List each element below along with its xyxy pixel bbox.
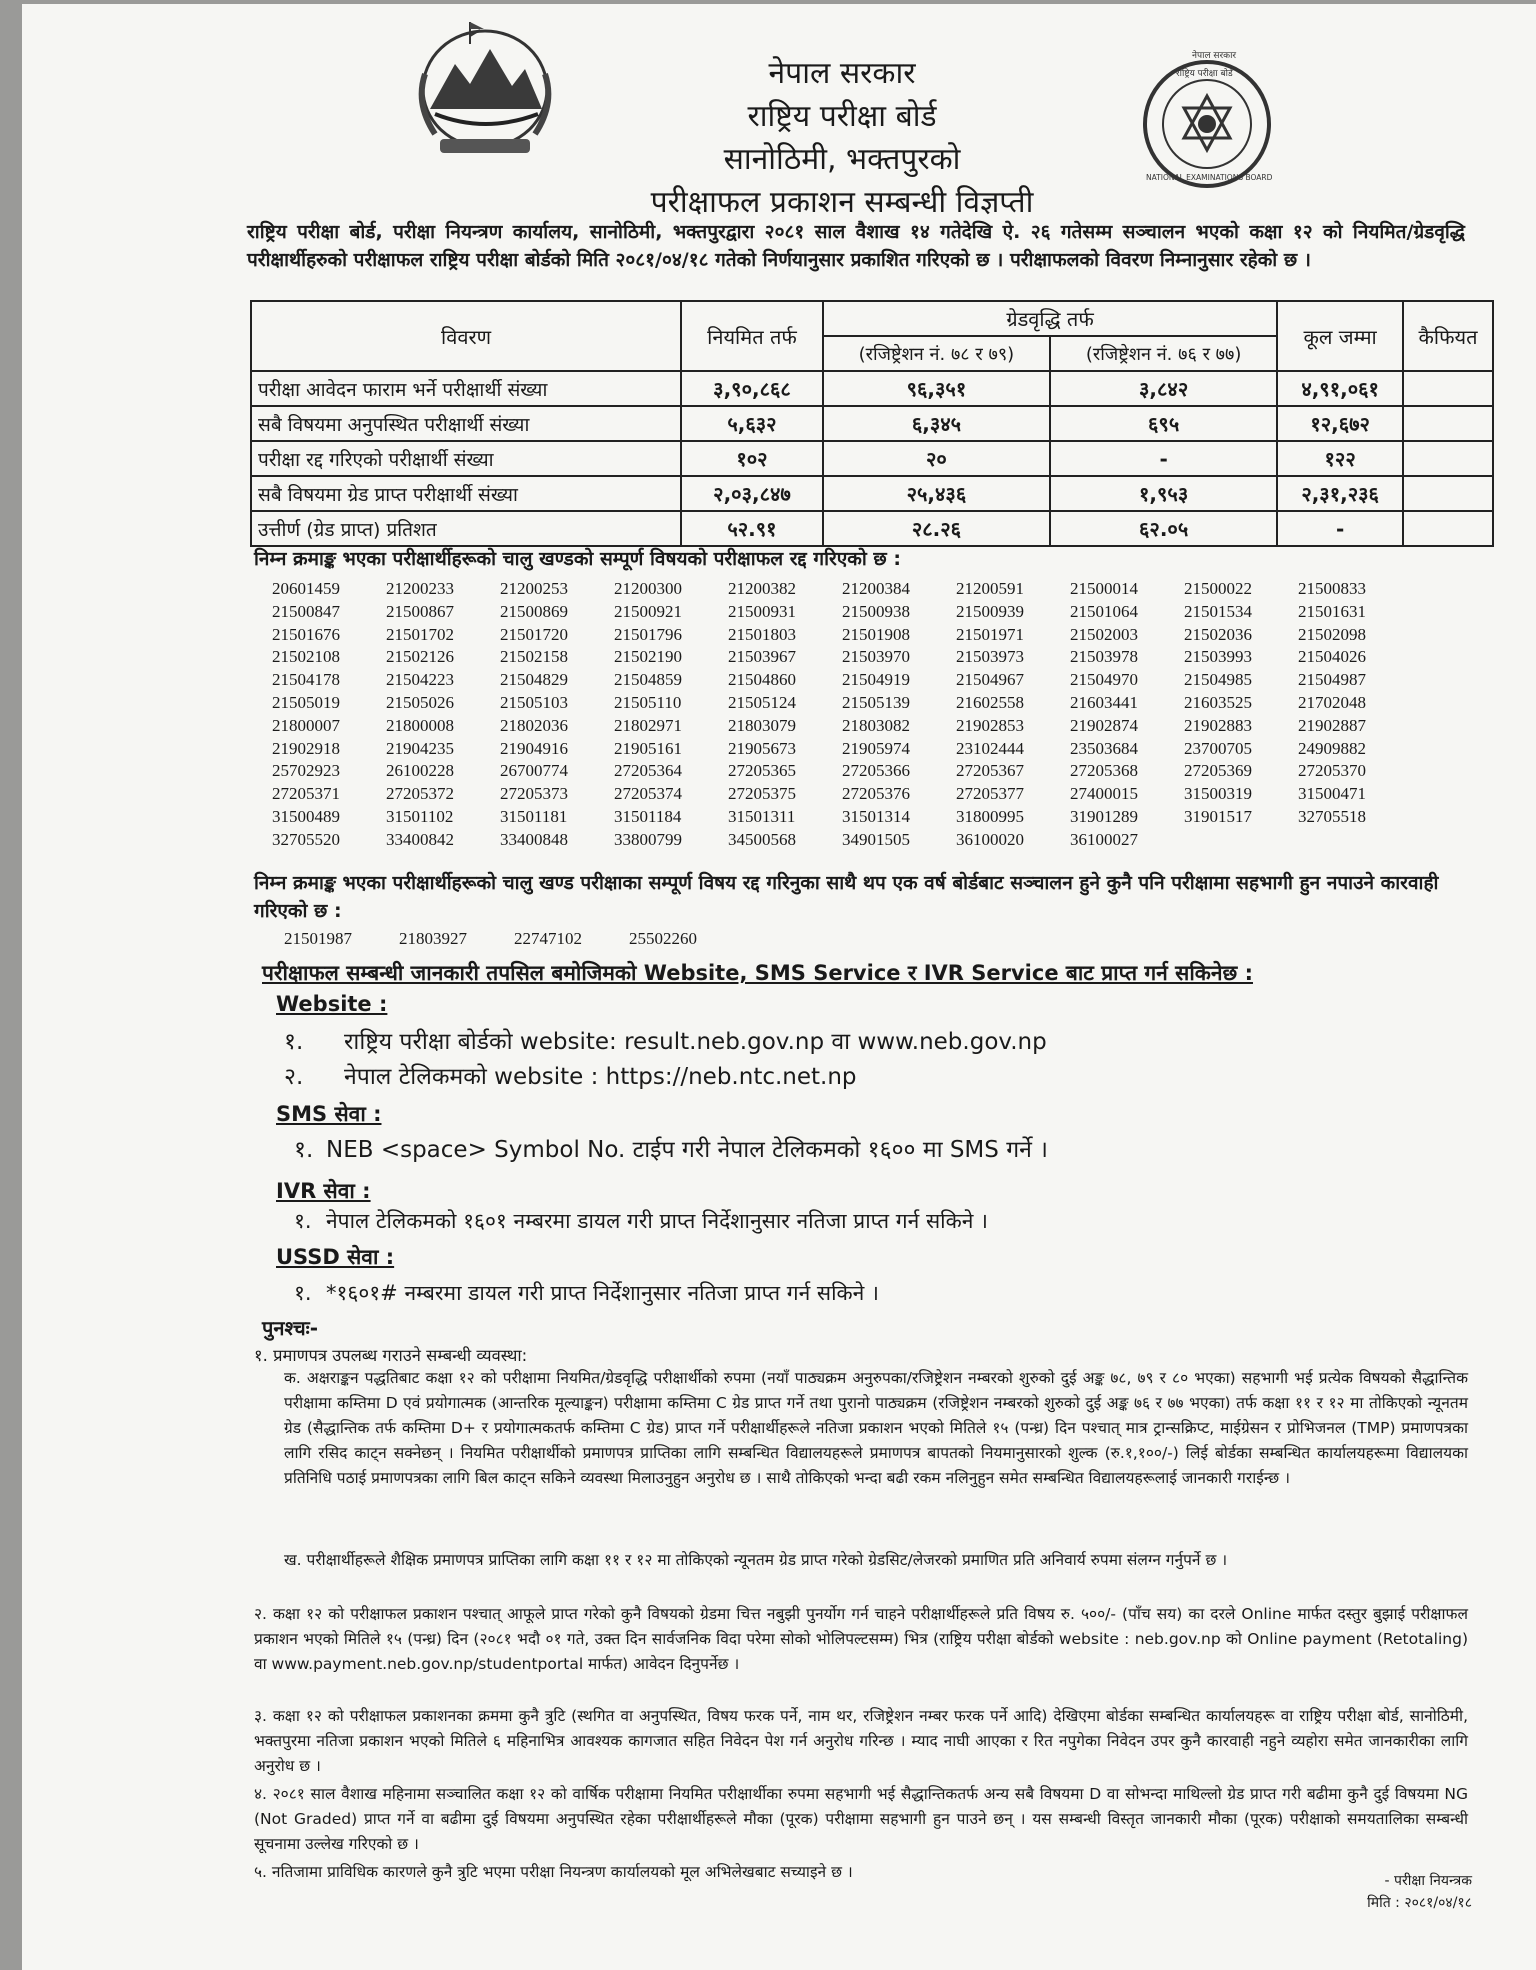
cancelled-symbol-number: 21502098 xyxy=(1298,624,1366,644)
cancelled-symbol-number: 21603441 xyxy=(1070,692,1138,712)
cancelled-symbol-number: 31500471 xyxy=(1298,784,1366,804)
item-number: २. xyxy=(284,1064,304,1090)
cancelled-symbol-number: 21200382 xyxy=(728,579,796,598)
cancelled-symbol-number: 27205372 xyxy=(386,784,454,804)
cancelled-symbol-number: 31901517 xyxy=(1184,806,1252,826)
cancelled-symbol-number: 21800007 xyxy=(272,715,340,735)
cancelled-symbol-number: 21200253 xyxy=(500,579,568,598)
col-header-grade-increment: ग्रेडवृद्धि तर्फ xyxy=(823,301,1277,336)
cancelled-symbol-number: 21502036 xyxy=(1184,624,1252,644)
cell-regular: ३,९०,८६८ xyxy=(681,371,823,406)
cancelled-symbol-number: 21702048 xyxy=(1298,692,1366,712)
sms-item xyxy=(294,1132,1048,1164)
cancelled-symbol-number: 32705520 xyxy=(272,829,340,849)
banned-symbol-number: 25502260 xyxy=(629,929,697,948)
cancelled-symbol-number: 21501702 xyxy=(386,624,454,644)
cell-regular: २,०३,८४७ xyxy=(681,476,823,511)
cell-remarks xyxy=(1403,441,1493,476)
cancelled-symbol-number: 27205369 xyxy=(1184,761,1252,781)
cancelled-symbol-number: 32705518 xyxy=(1298,806,1366,826)
cancelled-symbol-number: 27205377 xyxy=(956,784,1024,804)
header-board: राष्ट्रिय परीक्षा बोर्ड xyxy=(747,99,937,134)
header-location: सानोठिमी, भक्तपुरको xyxy=(723,142,961,177)
page-title: परीक्षाफल प्रकाशन सम्बन्धी विज्ञप्ती xyxy=(650,185,1034,220)
table-header-row xyxy=(251,301,1493,336)
ivr-label: IVR सेवा : xyxy=(276,1179,371,1203)
cell-reg-78-79: २० xyxy=(823,441,1050,476)
cancelled-symbol-number: 21500869 xyxy=(500,601,568,621)
website-item-neb xyxy=(284,1024,1047,1056)
cancelled-symbol-number: 21602558 xyxy=(956,692,1024,712)
item-text: नेपाल टेलिकमको १६०१ नम्बरमा डायल गरी प्राप्त निर्देशानुसार नतिजा प्राप्त गर्न सकिने । xyxy=(326,1209,988,1233)
item-number: १. xyxy=(294,1209,312,1233)
cancelled-symbol-number: 21504987 xyxy=(1298,670,1366,690)
cancelled-symbol-number: 31500489 xyxy=(272,806,340,826)
cancelled-symbol-number: 27205376 xyxy=(842,784,910,804)
cancelled-symbol-number: 21501908 xyxy=(842,624,910,644)
cancelled-symbol-number: 31501184 xyxy=(614,806,682,826)
banned-symbol-number: 21803927 xyxy=(399,929,467,948)
cancelled-symbol-number: 21905161 xyxy=(614,738,682,758)
cancelled-symbol-number: 21505019 xyxy=(272,692,340,712)
notice-header xyxy=(582,52,1102,181)
cancelled-symbol-number: 21505124 xyxy=(728,692,796,712)
cancelled-symbol-number: 21500867 xyxy=(386,601,454,621)
row-label: उत्तीर्ण (ग्रेड प्राप्त) प्रतिशत xyxy=(251,511,681,546)
cancelled-symbol-number: 27205368 xyxy=(1070,761,1138,781)
item-text: नेपाल टेलिकमको website : https://neb.ntc.net.np xyxy=(344,1064,857,1090)
ivr-item xyxy=(294,1207,988,1235)
nepal-emblem-icon xyxy=(400,14,570,164)
cancelled-symbol-number: 21501631 xyxy=(1298,601,1366,621)
cancelled-symbol-number: 27205366 xyxy=(842,761,910,781)
cell-regular: ५,६३२ xyxy=(681,406,823,441)
item-text: *१६०१# नम्बरमा डायल गरी प्राप्त निर्देशानुसार नतिजा प्राप्त गर्न सकिने । xyxy=(326,1281,879,1305)
cancelled-symbol-number: 26100228 xyxy=(386,761,454,781)
cancelled-symbol-number: 21502190 xyxy=(614,647,682,667)
sms-label: SMS सेवा : xyxy=(276,1102,382,1126)
table-row xyxy=(251,406,1493,441)
cancelled-symbol-number: 21503967 xyxy=(728,647,796,667)
header-government: नेपाल सरकार xyxy=(768,56,916,91)
cancelled-symbol-number: 33400842 xyxy=(386,829,454,849)
cancelled-symbol-number: 26700774 xyxy=(500,761,568,781)
cancelled-symbol-number: 21200300 xyxy=(614,579,682,598)
cancelled-symbol-number: 27205375 xyxy=(728,784,796,804)
cancelled-symbol-number: 21803079 xyxy=(728,715,796,735)
cancelled-symbol-number: 21902853 xyxy=(956,715,1024,735)
cell-regular: १०२ xyxy=(681,441,823,476)
cancelled-symbol-number: 21500931 xyxy=(728,601,796,621)
cancelled-symbol-number: 21504859 xyxy=(614,670,682,690)
cancelled-symbol-number: 21501676 xyxy=(272,624,340,644)
postscript-item-2: २. कक्षा १२ को परीक्षाफल प्रकाशन पश्चात् आफूले प्राप्त गरेको कुनै विषयको ग्रेडमा चित्त नबुझी पुनर्योग गर्न चाहने परीक्षार्थीहरूले प्रति विषय रु. ५००/- (पाँच सय) का दरले Online मार्फत दस्तुर बुझाई परीक्षाफल प्रकाशन भएको मितिले १५ (पन्ध्र) दिन (२०८१ भदौ ०१ गते, उक्त दिन सार्वजनिक विदा परेमा सोको भोलिपल्टसम्म) भित्र (राष्ट्रिय परीक्षा बोर्डको website : neb.gov.np को Online payment (Retotaling) वा www.payment.neb.gov.np/studentportal मार्फत) आवेदन दिनुपर्नेछ । xyxy=(254,1605,1468,1673)
cancelled-symbol-number: 27205370 xyxy=(1298,761,1366,781)
cancelled-symbol-number: 31501181 xyxy=(500,806,568,826)
cancelled-symbol-number: 27205367 xyxy=(956,761,1024,781)
cell-reg-78-79: २५,४३६ xyxy=(823,476,1050,511)
cell-reg-76-77: ६२.०५ xyxy=(1050,511,1277,546)
col-header-total: कूल जम्मा xyxy=(1277,301,1403,371)
website-label: Website : xyxy=(276,992,388,1016)
cancelled-symbol-number: 34901505 xyxy=(842,829,910,849)
postscript-item-3: ३. कक्षा १२ को परीक्षाफल प्रकाशनका क्रममा कुनै त्रुटि (स्थगित वा अनुपस्थित, विषय फरक पर्ने, नाम थर, रजिष्ट्रेशन नम्बर फरक पर्ने आदि) देखिएमा बोर्डका सम्बन्धित कार्यालयहरू वा राष्ट्रिय परीक्षा बोर्ड, सानोठिमी, भक्तपुरमा नतिजा प्रकाशन भएको मितिले ६ महिनाभित्र आवश्यक कागजात सहित निवेदन पेश गर्न अनुरोध गरिन्छ । म्याद नाघी आएका र रित नपुगेका निवेदन उपर कुनै कारवाही नहुने व्यहोरा समेत जानकारीका लागि अनुरोध छ । xyxy=(254,1707,1468,1775)
cancelled-symbol-number: 36100020 xyxy=(956,829,1024,849)
cancelled-symbol-number: 34500568 xyxy=(728,829,796,849)
seal-top-text: नेपाल सरकार xyxy=(1192,51,1237,61)
col-header-reg-76-77: (रजिष्ट्रेशन नं. ७६ र ७७) xyxy=(1050,336,1277,371)
notice-paper xyxy=(22,4,1536,1970)
cell-total: १२२ xyxy=(1277,441,1403,476)
cell-remarks xyxy=(1403,371,1493,406)
seal-inner-text: राष्ट्रिय परीक्षा बोर्ड xyxy=(1176,69,1233,79)
cancelled-symbol-number: 21505026 xyxy=(386,692,454,712)
cancelled-results-heading: निम्न क्रमाङ्क भएका परीक्षार्थीहरूको चालु खण्डको सम्पूर्ण विषयको परीक्षाफल रद्द गरिएको छ : xyxy=(254,548,901,570)
cancelled-symbol-number: 31501314 xyxy=(842,806,910,826)
cancelled-symbol-number: 21200591 xyxy=(956,579,1024,598)
cancelled-symbol-number: 31500319 xyxy=(1184,784,1252,804)
postscript-label: पुनश्चः- xyxy=(262,1316,319,1340)
cancelled-symbol-number: 21504223 xyxy=(386,670,454,690)
col-header-desc: विवरण xyxy=(251,301,681,371)
cancelled-symbol-number: 21500022 xyxy=(1184,579,1252,598)
cancelled-symbol-number: 21502108 xyxy=(272,647,340,667)
cancelled-symbol-number: 23102444 xyxy=(956,738,1024,758)
cancelled-symbol-number: 21503993 xyxy=(1184,647,1252,667)
ussd-label: USSD सेवा : xyxy=(276,1245,395,1269)
cell-reg-78-79: ६,३४५ xyxy=(823,406,1050,441)
cancelled-symbol-number: 21802971 xyxy=(614,715,682,735)
signature-block xyxy=(1262,1870,1472,1914)
item-number: १. xyxy=(294,1137,314,1163)
col-header-reg-78-79: (रजिष्ट्रेशन नं. ७८ र ७९) xyxy=(823,336,1050,371)
cancelled-symbol-number: 21902874 xyxy=(1070,715,1138,735)
cancelled-symbol-number: 21200384 xyxy=(842,579,910,598)
cancelled-symbol-number: 21503970 xyxy=(842,647,910,667)
cell-total: १२,६७२ xyxy=(1277,406,1403,441)
cancelled-symbol-number: 27205364 xyxy=(614,761,682,781)
banned-candidates-heading: निम्न क्रमाङ्क भएका परीक्षार्थीहरूको चालु खण्ड परीक्षाका सम्पूर्ण विषय रद्द गरिनुका साथै थप एक वर्ष बोर्डबाट सञ्चालन हुने कुनै पनि परीक्षामा सहभागी हुन नपाउने कारवाही गरिएको छ : xyxy=(254,872,1439,922)
cancelled-symbol-number: 21503973 xyxy=(956,647,1024,667)
cancelled-symbol-number: 21505110 xyxy=(614,692,682,712)
postscript-item-1b: ख. परीक्षार्थीहरूले शैक्षिक प्रमाणपत्र प्राप्तिका लागि कक्षा ११ र १२ मा तोकिएको न्यूनतम ग्रेड प्राप्त गरेको ग्रेडसिट/लेजरको प्रमाणित प्रति अनिवार्य रुपमा संलग्न गर्नुपर्ने छ । xyxy=(284,1551,1228,1569)
ussd-item xyxy=(294,1279,879,1307)
cancelled-symbol-number: 23700705 xyxy=(1184,738,1252,758)
cancelled-symbol-number: 21504919 xyxy=(842,670,910,690)
cell-reg-76-77: ३,८४२ xyxy=(1050,371,1277,406)
intro-paragraph: राष्ट्रिय परीक्षा बोर्ड, परीक्षा नियन्त्रण कार्यालय, सानोठिमी, भक्तपुरद्वारा २०८१ साल वैशाख १४ गतेदेखि ऐ. २६ गतेसम्म सञ्चालन भएको कक्षा १२ को नियमित/ग्रेडवृद्धि परीक्षार्थीहरुको परीक्षाफल राष्ट्रिय परीक्षा बोर्डको मिति २०८१/०४/१८ गतेको निर्णयानुसार प्रकाशित गरिएको छ । परीक्षाफलको विवरण निम्नानुसार रहेको छ । xyxy=(247,221,1465,271)
cancelled-symbol-number: 24909882 xyxy=(1298,738,1366,758)
item-number: १. xyxy=(284,1029,304,1055)
cancelled-symbol-number: 21904235 xyxy=(386,738,454,758)
neb-seal-icon xyxy=(1132,44,1282,194)
cancelled-symbol-number: 33400848 xyxy=(500,829,568,849)
cancelled-symbol-number: 21904916 xyxy=(500,738,568,758)
cancelled-symbol-number: 21603525 xyxy=(1184,692,1252,712)
postscript-item-1a: क. अक्षराङ्कन पद्धतिबाट कक्षा १२ को परीक्षामा नियमित/ग्रेडवृद्धि परीक्षार्थीको रुपमा (नयाँ पाठ्यक्रम अनुरुपका/रजिष्ट्रेशन नम्बरको शुरुको दुई अङ्क ७८, ७९ र ८० भएका) सहभागी भई प्रत्येक विषयको सैद्धान्तिक परीक्षामा कम्तिमा D एवं प्रयोगात्मक (आन्तरिक मूल्याङ्कन) परीक्षामा कम्तिमा C ग्रेड प्राप्त गर्ने तथा पुरानो पाठ्यक्रम (रजिष्ट्रेशन नम्बरको शुरुको दुई अङ्क ७६ र ७७ भएका) तर्फ कक्षा ११ र १२ मा तोकिएको न्यूनतम ग्रेड (सैद्धान्तिक तर्फ कम्तिमा D+ र प्रयोगात्मकतर्फ कम्तिमा C ग्रेड) प्राप्त गर्ने परीक्षार्थीहरूले नतिजा प्रकाशन भएको मितिले १५ (पन्ध्र) दिन पश्चात् मात्र ट्रान्सक्रिप्ट, माईग्रेसन र प्रोभिजनल (TMP) प्रमाणपत्रका लागि रसिद काट्न सक्नेछन् । नियमित परीक्षार्थीको प्रमाणपत्र प्राप्तिका लागि सम्बन्धित विद्यालयहरूले प्रमाणपत्र बापतको नियमानुसारको शुल्क (रु.१,१००/-) लिई बोर्डका सम्बन्धित कार्यालयहरूमा विद्यालयका प्रतिनिधि पठाई प्रमाणपत्रका लागि बिल काट्न सकिने व्यवस्था मिलाउनुहुन अनुरोध छ । साथै तोकिएको भन्दा बढी रकम नलिनुहुन समेत सम्बन्धित विद्यालयहरूलाई जानकारी गराईन्छ । xyxy=(284,1369,1468,1487)
cancelled-symbol-number: 21500014 xyxy=(1070,579,1138,598)
postscript-item-5: ५. नतिजामा प्राविधिक कारणले कुनै त्रुटि भएमा परीक्षा नियन्त्रण कार्यालयको मूल अभिलेखबाट सच्याइने छ । xyxy=(254,1863,853,1881)
cancelled-symbol-number: 27205373 xyxy=(500,784,568,804)
cancelled-symbol-number: 27205365 xyxy=(728,761,796,781)
cancelled-symbol-number: 21501971 xyxy=(956,624,1024,644)
cancelled-symbol-number: 21501534 xyxy=(1184,601,1252,621)
cancelled-symbol-number: 25702923 xyxy=(272,761,340,781)
cancelled-symbol-number: 31501311 xyxy=(728,806,796,826)
cancelled-symbol-number: 21802036 xyxy=(500,715,568,735)
cell-remarks xyxy=(1403,406,1493,441)
cancelled-symbol-number: 21200233 xyxy=(386,579,454,598)
col-header-remarks: कैफियत xyxy=(1403,301,1493,371)
cancelled-symbol-number: 21504860 xyxy=(728,670,796,690)
cell-remarks xyxy=(1403,511,1493,546)
cell-total: २,३१,२३६ xyxy=(1277,476,1403,511)
row-label: परीक्षा आवेदन फाराम भर्ने परीक्षार्थी संख्या xyxy=(251,371,681,406)
cell-remarks xyxy=(1403,476,1493,511)
banned-symbol-number: 21501987 xyxy=(284,929,352,948)
cancelled-symbol-number: 21501064 xyxy=(1070,601,1138,621)
cancelled-symbol-number: 21504178 xyxy=(272,670,340,690)
postscript-item-4: ४. २०८१ साल वैशाख महिनामा सञ्चालित कक्षा १२ को वार्षिक परीक्षामा नियमित परीक्षार्थीका रुपमा सहभागी भई सैद्धान्तिकतर्फ अन्य सबै विषयमा D वा सोभन्दा माथिल्लो ग्रेड प्राप्त गरी बढीमा कुनै दुई विषयमा NG (Not Graded) प्राप्त गर्ने वा बढीमा दुई विषयमा अनुपस्थित रहेका परीक्षार्थीहरूले मौका (पूरक) परीक्षामा सहभागी हुन पाउने छन् । यस सम्बन्धी विस्तृत जानकारी मौका (पूरक) परीक्षाको समयतालिका सम्बन्धी सूचनामा उल्लेख गरिएको छ । xyxy=(254,1785,1468,1853)
cancelled-symbol-number: 21501803 xyxy=(728,624,796,644)
cell-reg-76-77: - xyxy=(1050,441,1277,476)
cancelled-symbol-number: 21503978 xyxy=(1070,647,1138,667)
cancelled-symbol-number: 21504829 xyxy=(500,670,568,690)
row-label: सबै विषयमा ग्रेड प्राप्त परीक्षार्थी संख्या xyxy=(251,476,681,511)
postscript-item-1-title: १. प्रमाणपत्र उपलब्ध गराउने सम्बन्धी व्यवस्था: xyxy=(254,1346,528,1365)
col-header-regular: नियमित तर्फ xyxy=(681,301,823,371)
cancelled-symbol-number: 21502003 xyxy=(1070,624,1138,644)
cancelled-symbol-number: 21905974 xyxy=(842,738,910,758)
cancelled-symbol-number: 21504967 xyxy=(956,670,1024,690)
cancelled-symbol-number: 21500939 xyxy=(956,601,1024,621)
result-info-heading: परीक्षाफल सम्बन्धी जानकारी तपसिल बमोजिमको Website, SMS Service र IVR Service बाट प्राप्त गर्न सकिनेछ : xyxy=(262,961,1253,985)
cell-reg-76-77: ६९५ xyxy=(1050,406,1277,441)
item-text: राष्ट्रिय परीक्षा बोर्डको website: result.neb.gov.np वा www.neb.gov.np xyxy=(344,1029,1047,1055)
cancelled-symbol-number: 21902883 xyxy=(1184,715,1252,735)
signature-title: - परीक्षा नियन्त्रक xyxy=(1384,1873,1472,1889)
item-text: NEB <space> Symbol No. टाईप गरी नेपाल टेलिकमको १६०० मा SMS गर्ने । xyxy=(326,1137,1048,1163)
cell-total: - xyxy=(1277,511,1403,546)
cancelled-symbol-number: 20601459 xyxy=(272,579,340,598)
row-label: सबै विषयमा अनुपस्थित परीक्षार्थी संख्या xyxy=(251,406,681,441)
cancelled-symbols-list xyxy=(272,578,1412,851)
seal-ring-text: NATIONAL EXAMINATIONS BOARD xyxy=(1146,173,1273,182)
website-item-ntc xyxy=(284,1059,857,1091)
item-number: १. xyxy=(294,1281,312,1305)
cancelled-symbol-number: 21500833 xyxy=(1298,579,1366,598)
cancelled-symbol-number: 21902887 xyxy=(1298,715,1366,735)
table-row xyxy=(251,371,1493,406)
table-row xyxy=(251,511,1493,546)
table-row xyxy=(251,441,1493,476)
cancelled-symbol-number: 21500921 xyxy=(614,601,682,621)
banned-symbol-number: 22747102 xyxy=(514,929,582,948)
cancelled-symbol-number: 21800008 xyxy=(386,715,454,735)
cancelled-symbol-number: 31501102 xyxy=(386,806,454,826)
cancelled-symbol-number: 21905673 xyxy=(728,738,796,758)
cell-reg-76-77: १,९५३ xyxy=(1050,476,1277,511)
cancelled-symbol-number: 21505139 xyxy=(842,692,910,712)
cancelled-symbol-number: 27205371 xyxy=(272,784,340,804)
cancelled-symbol-number: 21504985 xyxy=(1184,670,1252,690)
cell-reg-78-79: २८.२६ xyxy=(823,511,1050,546)
cancelled-symbol-number: 21501796 xyxy=(614,624,682,644)
banned-symbols-list xyxy=(284,929,744,949)
cancelled-symbol-number: 31901289 xyxy=(1070,806,1138,826)
cancelled-symbol-number: 21500847 xyxy=(272,601,340,621)
cell-total: ४,९१,०६१ xyxy=(1277,371,1403,406)
cancelled-symbol-number: 23503684 xyxy=(1070,738,1138,758)
signature-date: मिति : २०८१/०४/१८ xyxy=(1367,1895,1472,1911)
cell-regular: ५२.९१ xyxy=(681,511,823,546)
cancelled-symbol-number: 21505103 xyxy=(500,692,568,712)
cancelled-symbol-number: 33800799 xyxy=(614,829,682,849)
cancelled-symbol-number: 36100027 xyxy=(1070,829,1138,849)
cancelled-symbol-number: 21504970 xyxy=(1070,670,1138,690)
cancelled-symbol-number: 21502126 xyxy=(386,647,454,667)
table-row xyxy=(251,476,1493,511)
result-summary-table xyxy=(250,300,1494,547)
row-label: परीक्षा रद्द गरिएको परीक्षार्थी संख्या xyxy=(251,441,681,476)
cancelled-symbol-number: 21501720 xyxy=(500,624,568,644)
cancelled-symbol-number: 31800995 xyxy=(956,806,1024,826)
cancelled-symbol-number: 21502158 xyxy=(500,647,568,667)
cancelled-symbol-number: 27400015 xyxy=(1070,784,1138,804)
cancelled-symbol-number: 21803082 xyxy=(842,715,910,735)
cancelled-symbol-number: 21504026 xyxy=(1298,647,1366,667)
cancelled-symbol-number: 21500938 xyxy=(842,601,910,621)
cell-reg-78-79: ९६,३५१ xyxy=(823,371,1050,406)
cancelled-symbol-number: 21902918 xyxy=(272,738,340,758)
cancelled-symbol-number: 27205374 xyxy=(614,784,682,804)
